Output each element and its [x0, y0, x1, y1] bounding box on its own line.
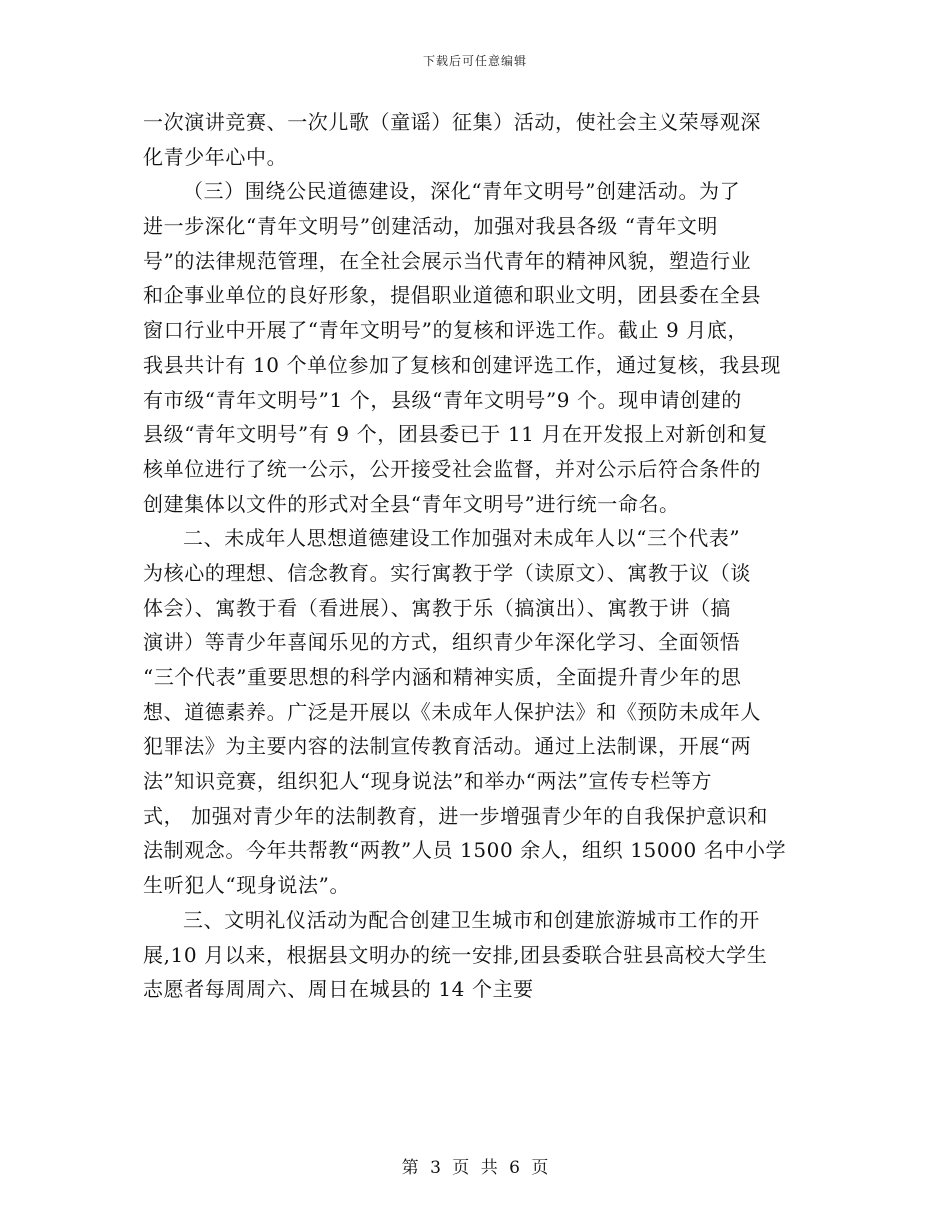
paragraph-2-line-1: （三）围绕公民道德建设，深化“青年文明号”创建活动。为了	[183, 179, 741, 204]
paragraph-2-line-7: 有市级“青年文明号”1 个，县级“青年文明号”9 个。现申请创建的	[143, 387, 742, 412]
paragraph-1-line-1: 一次演讲竞赛、一次儿歌（童谣）征集）活动，使社会主义荣辱观深	[143, 110, 761, 134]
paragraph-2-line-10: 创建集体以文件的形式对全县“青年文明号”进行统一命名。	[143, 491, 680, 516]
paragraph-2-line-9: 核单位进行了统一公示，公开接受社会监督，并对公示后符合条件的	[143, 456, 761, 481]
paragraph-3-line-10: 法制观念。今年共帮教“两教”人员 1500 余人，组织 15000 名中小学	[143, 838, 787, 863]
paragraph-1-line-2: 化青少年心中。	[143, 144, 288, 169]
paragraph-3-line-1: 二、未成年人思想道德建设工作加强对未成年人以“三个代表”	[183, 526, 741, 551]
paragraph-3-line-8: 法”知识竞赛，组织犯人“现身说法”和举办“两法”宣传专栏等方	[143, 769, 713, 794]
page-header: 下载后可任意编辑	[422, 54, 527, 68]
paragraph-2-line-2: 进一步深化“青年文明号”创建活动，加强对我县各级 “青年文明	[143, 214, 719, 239]
paragraph-2-line-5: 窗口行业中开展了“青年文明号”的复核和评选工作。截止 9 月底，	[143, 318, 749, 343]
page-number-footer: 第 3 页 共 6 页	[401, 1158, 549, 1178]
paragraph-2-line-8: 县级“青年文明号”有 9 个，团县委已于 11 月在开发报上对新创和复	[143, 422, 769, 447]
paragraph-3-line-9: 式， 加强对青少年的法制教育，进一步增强青少年的自我保护意识和	[143, 803, 768, 828]
paragraph-3-line-2: 为核心的理想、信念教育。实行寓教于学（读原文）、寓教于议（谈	[143, 560, 751, 585]
paragraph-3-line-3: 体会）、寓教于看（看进展）、寓教于乐（搞演出）、寓教于讲（搞	[143, 595, 731, 620]
paragraph-4-line-2: 展,10 月以来，根据县文明办的统一安排,团县委联合驻县高校大学生	[143, 942, 768, 967]
paragraph-4-line-1: 三、文明礼仪活动为配合创建卫生城市和创建旅游城市工作的开	[183, 907, 760, 932]
paragraph-3-line-5: “三个代表”重要思想的科学内涵和精神实质，全面提升青少年的思	[143, 665, 742, 689]
paragraph-3-line-7: 犯罪法》为主要内容的法制宣传教育活动。通过上法制课，开展“两	[143, 734, 752, 759]
paragraph-3-line-6: 想、道德素养。广泛是开展以《未成年人保护法》和《预防未成年人	[143, 699, 761, 724]
paragraph-3-line-4: 演讲）等青少年喜闻乐见的方式，组织青少年深化学习、全面领悟	[143, 630, 741, 655]
paragraph-4-line-3: 志愿者每周周六、周日在城县的 14 个主要	[143, 977, 534, 1002]
paragraph-3-line-11: 生听犯人“现身说法”。	[143, 873, 351, 898]
paragraph-2-line-4: 和企事业单位的良好形象，提倡职业道德和职业文明，团县委在全县	[143, 283, 761, 308]
paragraph-2-line-3: 号”的法律规范管理，在全社会展示当代青年的精神风貌，塑造行业	[143, 248, 752, 273]
paragraph-2-line-6: 我县共计有 10 个单位参加了复核和创建评选工作，通过复核，我县现	[143, 352, 781, 377]
document-body	[143, 105, 803, 1007]
